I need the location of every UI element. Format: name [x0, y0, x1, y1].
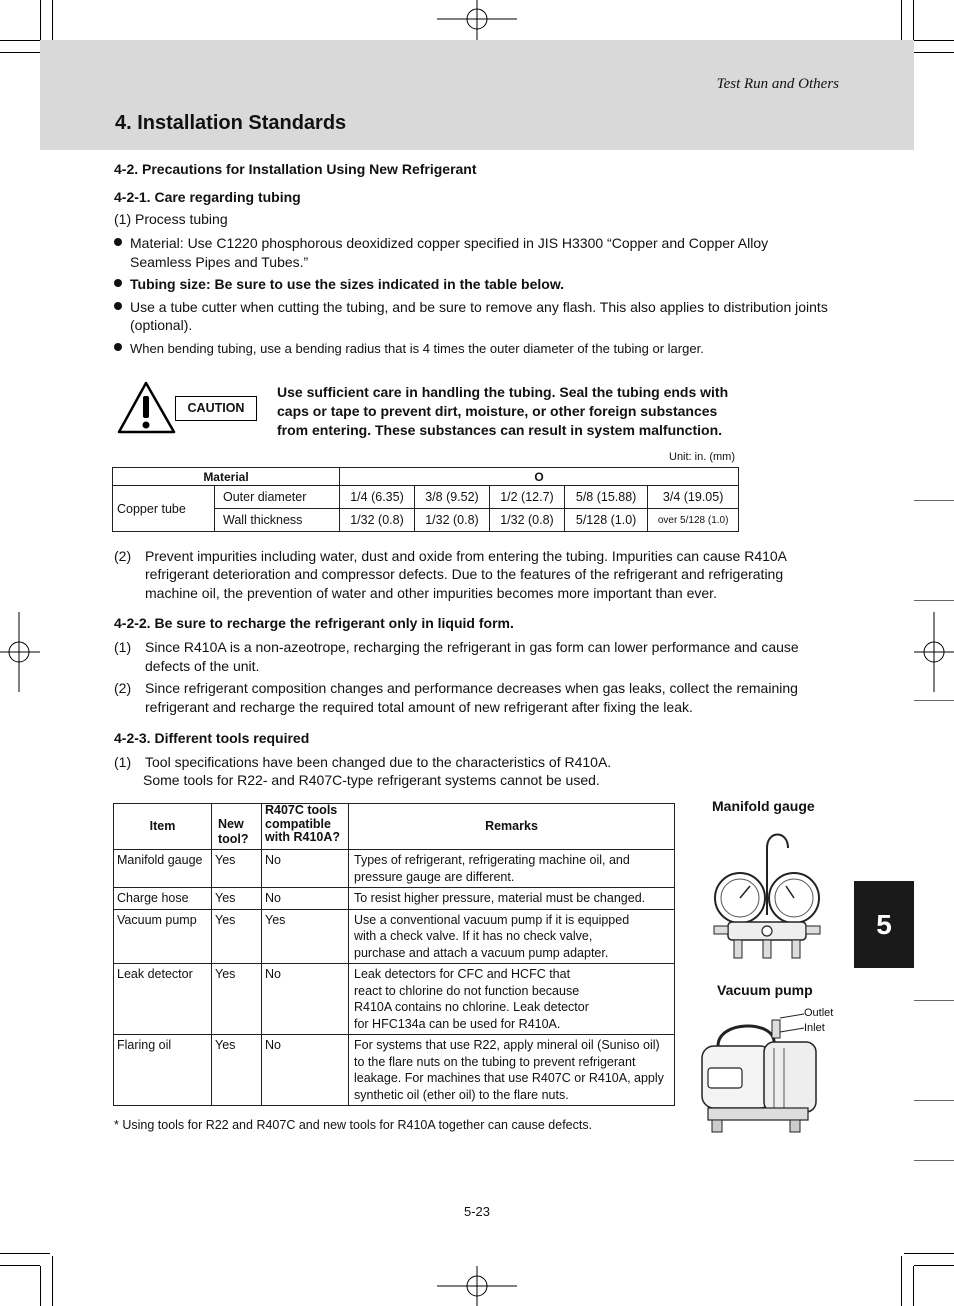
crop-mark	[913, 1266, 914, 1306]
table-row	[114, 888, 675, 910]
table-header-line: with R410A?	[265, 830, 341, 844]
paragraph-line: Tool specifications have been changed due to the characteristics of R410A.	[145, 754, 612, 770]
crop-mark	[40, 1266, 41, 1306]
bullet-icon	[114, 302, 122, 310]
table-row	[114, 964, 675, 1035]
table-header: O	[340, 468, 739, 486]
table-cell: Wall thickness	[215, 509, 340, 532]
chapter-title: 4. Installation Standards	[115, 112, 347, 134]
remark-line: Leak detectors for CFC and HCFC that	[354, 967, 571, 981]
paragraph-line: Prevent impurities including water, dust and oxide from entering the tubing. Impurities can cause R410A	[145, 548, 788, 564]
table-cell: 5/128 (1.0)	[564, 509, 647, 532]
table-cell: Manifold gauge	[114, 850, 212, 888]
remark-line: with a check valve. If it has no check valve,	[354, 929, 593, 943]
table-cell: 1/2 (12.7)	[489, 486, 564, 509]
paragraph-line: Since R410A is a non-azeotrope, recharging the refrigerant in gas form can lower performance and cause	[145, 639, 799, 655]
remark-line: R410A contains no chlorine. Leak detector	[354, 1000, 589, 1014]
figure-label: Vacuum pump	[717, 982, 813, 998]
table-cell	[349, 850, 675, 888]
table-header: Item	[114, 804, 212, 850]
remark-line: for HFC134a can be used for R410A.	[354, 1016, 561, 1031]
table-cell: 1/32 (0.8)	[489, 509, 564, 532]
table-cell: Charge hose	[114, 888, 212, 910]
table-cell: 5/8 (15.88)	[564, 486, 647, 509]
table-cell: 3/8 (9.52)	[414, 486, 489, 509]
remark-line: For systems that use R22, apply mineral oil (Suniso oil)	[354, 1038, 660, 1052]
registration-mark-top	[437, 0, 517, 40]
table-row	[114, 909, 675, 964]
table-cell: Yes	[262, 909, 349, 964]
manifold-gauge-icon	[708, 820, 826, 965]
paragraph-line: refrigerant deterioration and compressor defects. Due to the features of the refrigerant and refrigerating	[145, 566, 784, 582]
figure-callout: Inlet	[804, 1022, 825, 1034]
paragraph-line: Since refrigerant composition changes and performance decreases when gas leaks, collect the remaining	[145, 680, 798, 696]
table-cell	[349, 1035, 675, 1106]
tab-guide	[914, 700, 954, 701]
table-header	[212, 804, 262, 850]
tab-guide	[914, 1160, 954, 1161]
bullet-text: (optional).	[130, 317, 193, 333]
running-head: Test Run and Others	[716, 76, 839, 92]
caution-text: from entering. These substances can result in system malfunction.	[277, 422, 723, 438]
table-cell: over 5/128 (1.0)	[648, 509, 739, 532]
table-cell: Yes	[212, 850, 262, 888]
table-cell: Yes	[212, 1035, 262, 1106]
table-cell: 1/32 (0.8)	[340, 509, 415, 532]
tab-guide	[914, 1100, 954, 1101]
bullet-text: Material: Use C1220 phosphorous deoxidized copper specified in JIS H3300 “Copper and Copper Alloy	[130, 235, 769, 251]
table-header: Material	[113, 468, 340, 486]
tools-table	[113, 803, 675, 1106]
remark-line: Use a conventional vacuum pump if it is equipped	[354, 912, 630, 927]
table-cell: 1/32 (0.8)	[414, 509, 489, 532]
section-title: 4-2. Precautions for Installation Using New Refrigerant	[114, 161, 477, 177]
caution-text: Use sufficient care in handling the tubing. Seal the tubing ends with	[277, 384, 729, 400]
crop-mark	[904, 1253, 954, 1254]
tab-guide	[914, 600, 954, 601]
bullet-text: Seamless Pipes and Tubes.”	[130, 254, 309, 270]
table-header-line: New	[218, 817, 244, 831]
crop-mark	[40, 0, 41, 40]
paragraph-line: defects of the unit.	[145, 658, 260, 674]
crop-mark	[901, 1256, 902, 1306]
table-cell: No	[262, 1035, 349, 1106]
paragraph-line: machine oil, the prevention of water and other impurities becomes more important than ever.	[145, 585, 717, 601]
bullet-icon	[114, 238, 122, 246]
crop-mark	[52, 1256, 53, 1306]
tube-size-table	[112, 467, 739, 532]
bullet-text: Tubing size: Be sure to use the sizes indicated in the table below.	[130, 276, 565, 292]
footnote: * Using tools for R22 and R407C and new tools for R410A together can cause defects.	[114, 1118, 593, 1132]
registration-mark-bottom	[437, 1266, 517, 1306]
table-cell: Yes	[212, 888, 262, 910]
registration-mark-right	[914, 612, 954, 692]
table-header: Remarks	[349, 804, 675, 850]
table-cell: 3/4 (19.05)	[648, 486, 739, 509]
table-cell: Outer diameter	[215, 486, 340, 509]
list-item-num: (2)	[114, 548, 132, 564]
list-item-label: (1) Process tubing	[114, 211, 228, 227]
table-cell: Copper tube	[113, 486, 215, 532]
table-row	[114, 850, 675, 888]
subsection-title: 4-2-1. Care regarding tubing	[114, 189, 301, 205]
registration-mark-left	[0, 612, 40, 692]
table-header-line: tool?	[218, 832, 249, 846]
subsection-title: 4-2-3. Different tools required	[114, 730, 310, 746]
table-cell: No	[262, 888, 349, 910]
table-cell	[349, 888, 675, 910]
figure-callout: Outlet	[804, 1007, 834, 1019]
remark-line: to the flare nuts on the tubing to prevent refrigerant	[354, 1054, 636, 1069]
table-cell: Vacuum pump	[114, 909, 212, 964]
table-header	[262, 804, 349, 850]
caution-label: CAUTION	[175, 396, 257, 421]
unit-label: Unit: in. (mm)	[669, 451, 735, 463]
table-cell: Flaring oil	[114, 1035, 212, 1106]
remark-line: react to chlorine do not function because	[354, 983, 580, 998]
crop-mark	[914, 40, 954, 41]
table-cell: Leak detector	[114, 964, 212, 1035]
table-header-line: compatible	[265, 816, 331, 831]
crop-mark	[0, 1253, 50, 1254]
table-cell: Yes	[212, 964, 262, 1035]
list-item-num: (2)	[114, 680, 132, 696]
bullet-icon	[114, 343, 122, 351]
chapter-tab: 5	[854, 881, 914, 968]
crop-mark	[914, 1265, 954, 1266]
remark-line: To resist higher pressure, material must be changed.	[354, 891, 646, 905]
remark-line: leakage. For machines that use R407C or R410A, apply	[354, 1071, 664, 1085]
vacuum-pump-icon	[694, 1008, 824, 1136]
crop-mark	[913, 0, 914, 40]
subsection-title: 4-2-2. Be sure to recharge the refrigerant only in liquid form.	[114, 615, 514, 631]
caution-text: caps or tape to prevent dirt, moisture, or other foreign substances	[277, 403, 718, 419]
bullet-icon	[114, 279, 122, 287]
tab-guide	[914, 1000, 954, 1001]
table-header-line: R407C tools	[265, 803, 338, 817]
list-item-num: (1)	[114, 639, 132, 655]
bullet-text: Use a tube cutter when cutting the tubing, and be sure to remove any flash. This also applies to distribution joints	[130, 299, 828, 315]
warning-triangle-icon	[117, 380, 177, 435]
table-cell: 1/4 (6.35)	[340, 486, 415, 509]
list-item-num: (1)	[114, 754, 132, 770]
table-cell: No	[262, 964, 349, 1035]
crop-mark	[0, 1265, 40, 1266]
tab-guide	[914, 500, 954, 501]
paragraph-line: refrigerant and recharge the required total amount of new refrigerant after fixing the leak.	[145, 699, 693, 715]
table-cell: Yes	[212, 909, 262, 964]
remark-line: purchase and attach a vacuum pump adapter.	[354, 945, 609, 960]
table-cell	[349, 964, 675, 1035]
figure-label: Manifold gauge	[712, 798, 815, 814]
page-number: 5-23	[464, 1204, 491, 1219]
crop-mark	[0, 40, 40, 41]
remark-line: Types of refrigerant, refrigerating machine oil, and	[354, 853, 630, 867]
remark-line: pressure gauge are different.	[354, 869, 515, 884]
table-cell: No	[262, 850, 349, 888]
paragraph-line: Some tools for R22- and R407C-type refrigerant systems cannot be used.	[143, 772, 600, 788]
table-cell	[349, 909, 675, 964]
remark-line: synthetic oil (ether oil) to the flare nuts.	[354, 1087, 569, 1102]
table-row	[114, 1035, 675, 1106]
bullet-text: When bending tubing, use a bending radius that is 4 times the outer diameter of the tubing or larger.	[130, 341, 704, 356]
